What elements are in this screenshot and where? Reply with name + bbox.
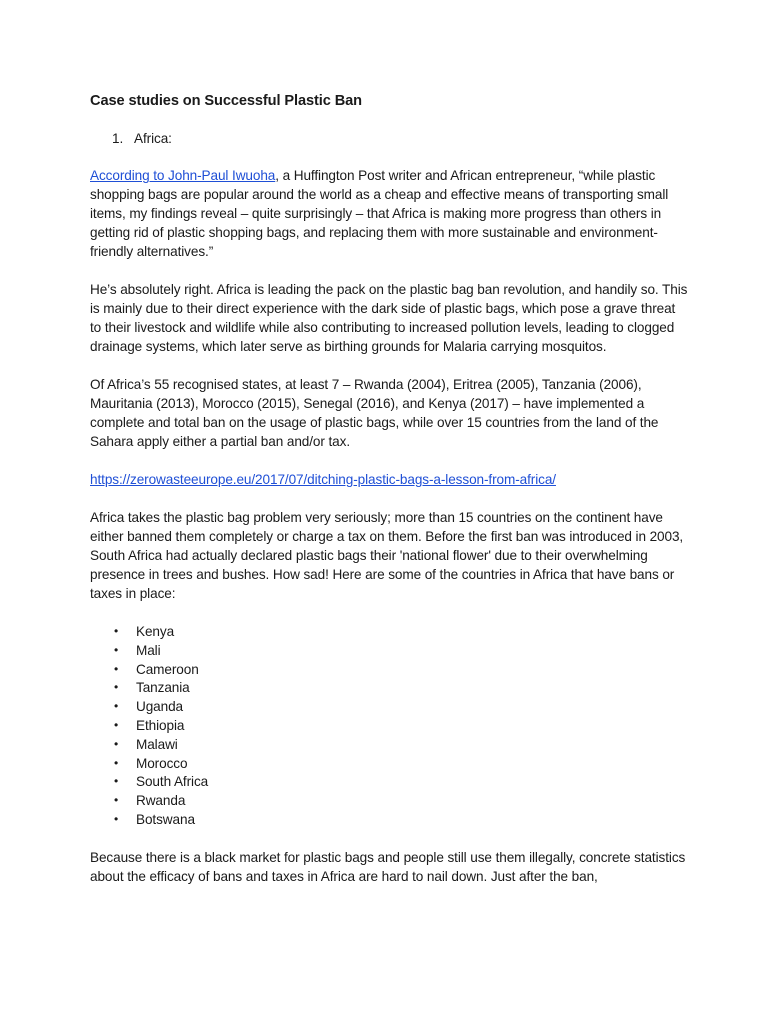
bullet-icon: • [114,624,119,638]
bullet-icon: • [114,699,119,714]
bullet-icon: • [114,755,119,770]
bullet-icon: • [114,793,119,808]
bullet-icon: • [114,811,119,826]
paragraph-black-market: Because there is a black market for plastic bags and people still use them illegally, concrete statistics about the efficacy of bans and taxes in Africa are hard to nail down. Just after the ban, [90,849,686,884]
country-name: Ethiopia [136,717,185,733]
bullet-icon: • [114,680,119,695]
paragraph-quote [90,166,690,261]
list-item [114,716,690,735]
country-name: Mali [136,642,161,658]
country-name: Cameroon [136,661,199,677]
list-item [114,641,690,660]
country-name: Uganda [136,699,184,715]
paragraph-overview: Africa takes the plastic bag problem very seriously; more than 15 countries on the continent have either banned them completely or charge a tax on them. Before the first ban was introduced in 2003, South Africa had actually declared plastic bags their 'national flower' due to their overwhelming presence in trees and bushes. How sad! Here are some of the countries in Africa that have bans or taxes in place: [90,510,684,601]
url-line [90,470,690,489]
document-title: Case studies on Successful Plastic Ban [90,93,362,109]
country-name: Malawi [136,736,178,752]
source-link[interactable]: According to John-Paul Iwuoha [90,168,276,183]
bullet-icon: • [114,736,119,751]
country-name: Botswana [136,811,195,827]
list-item [114,772,690,791]
list-item [114,735,690,754]
paragraph-analysis: He’s absolutely right. Africa is leading the pack on the plastic bag ban revolution, and handily so. This is mainly due to their direct experience with the dark side of plastic bags, which pose a grave threat to their livestock and wildlife while also contributing to increased pollution levels, leading to clogged drainage systems, which later serve as birthing grounds for Malaria carrying mosquitos. [90,282,688,354]
list-item [114,754,690,773]
section-label: Africa: [134,131,172,146]
country-name: Morocco [136,755,188,771]
list-item [114,660,690,679]
list-item [114,678,690,697]
bullet-icon: • [114,717,119,732]
country-name: South Africa [136,774,209,790]
country-name: Rwanda [136,793,186,809]
list-item [114,810,690,829]
list-item [114,697,690,716]
document-page [90,92,690,905]
country-name: Tanzania [136,680,190,696]
bullet-icon: • [114,774,119,789]
reference-url-link[interactable]: https://zerowasteeurope.eu/2017/07/ditching-plastic-bags-a-lesson-from-africa/ [90,472,556,487]
country-list [114,622,690,829]
bullet-icon: • [114,642,119,657]
paragraph-quote-text: , a Huffington Post writer and African entrepreneur, “while plastic shopping bags are popular around the world as a cheap and effective means of transporting small items, my findings reveal – quite surprisingly – that Africa is making more progress than others in getting rid of plastic shopping bags, and replacing them with more sustainable and environment-friendly alternatives.” [90,168,669,259]
list-item [114,791,690,810]
section-heading [112,129,690,148]
paragraph-states: Of Africa’s 55 recognised states, at least 7 – Rwanda (2004), Eritrea (2005), Tanzania (2006), Mauritania (2013), Morocco (2015), Senegal (2016), and Kenya (2017) – have implemented a complete and total ban on the usage of plastic bags, while over 15 countries from the land of the Sahara apply either a partial ban and/or tax. [90,377,659,449]
section-number: 1. [112,131,124,146]
country-name: Kenya [136,624,175,639]
bullet-icon: • [114,661,119,676]
list-item [114,622,690,641]
